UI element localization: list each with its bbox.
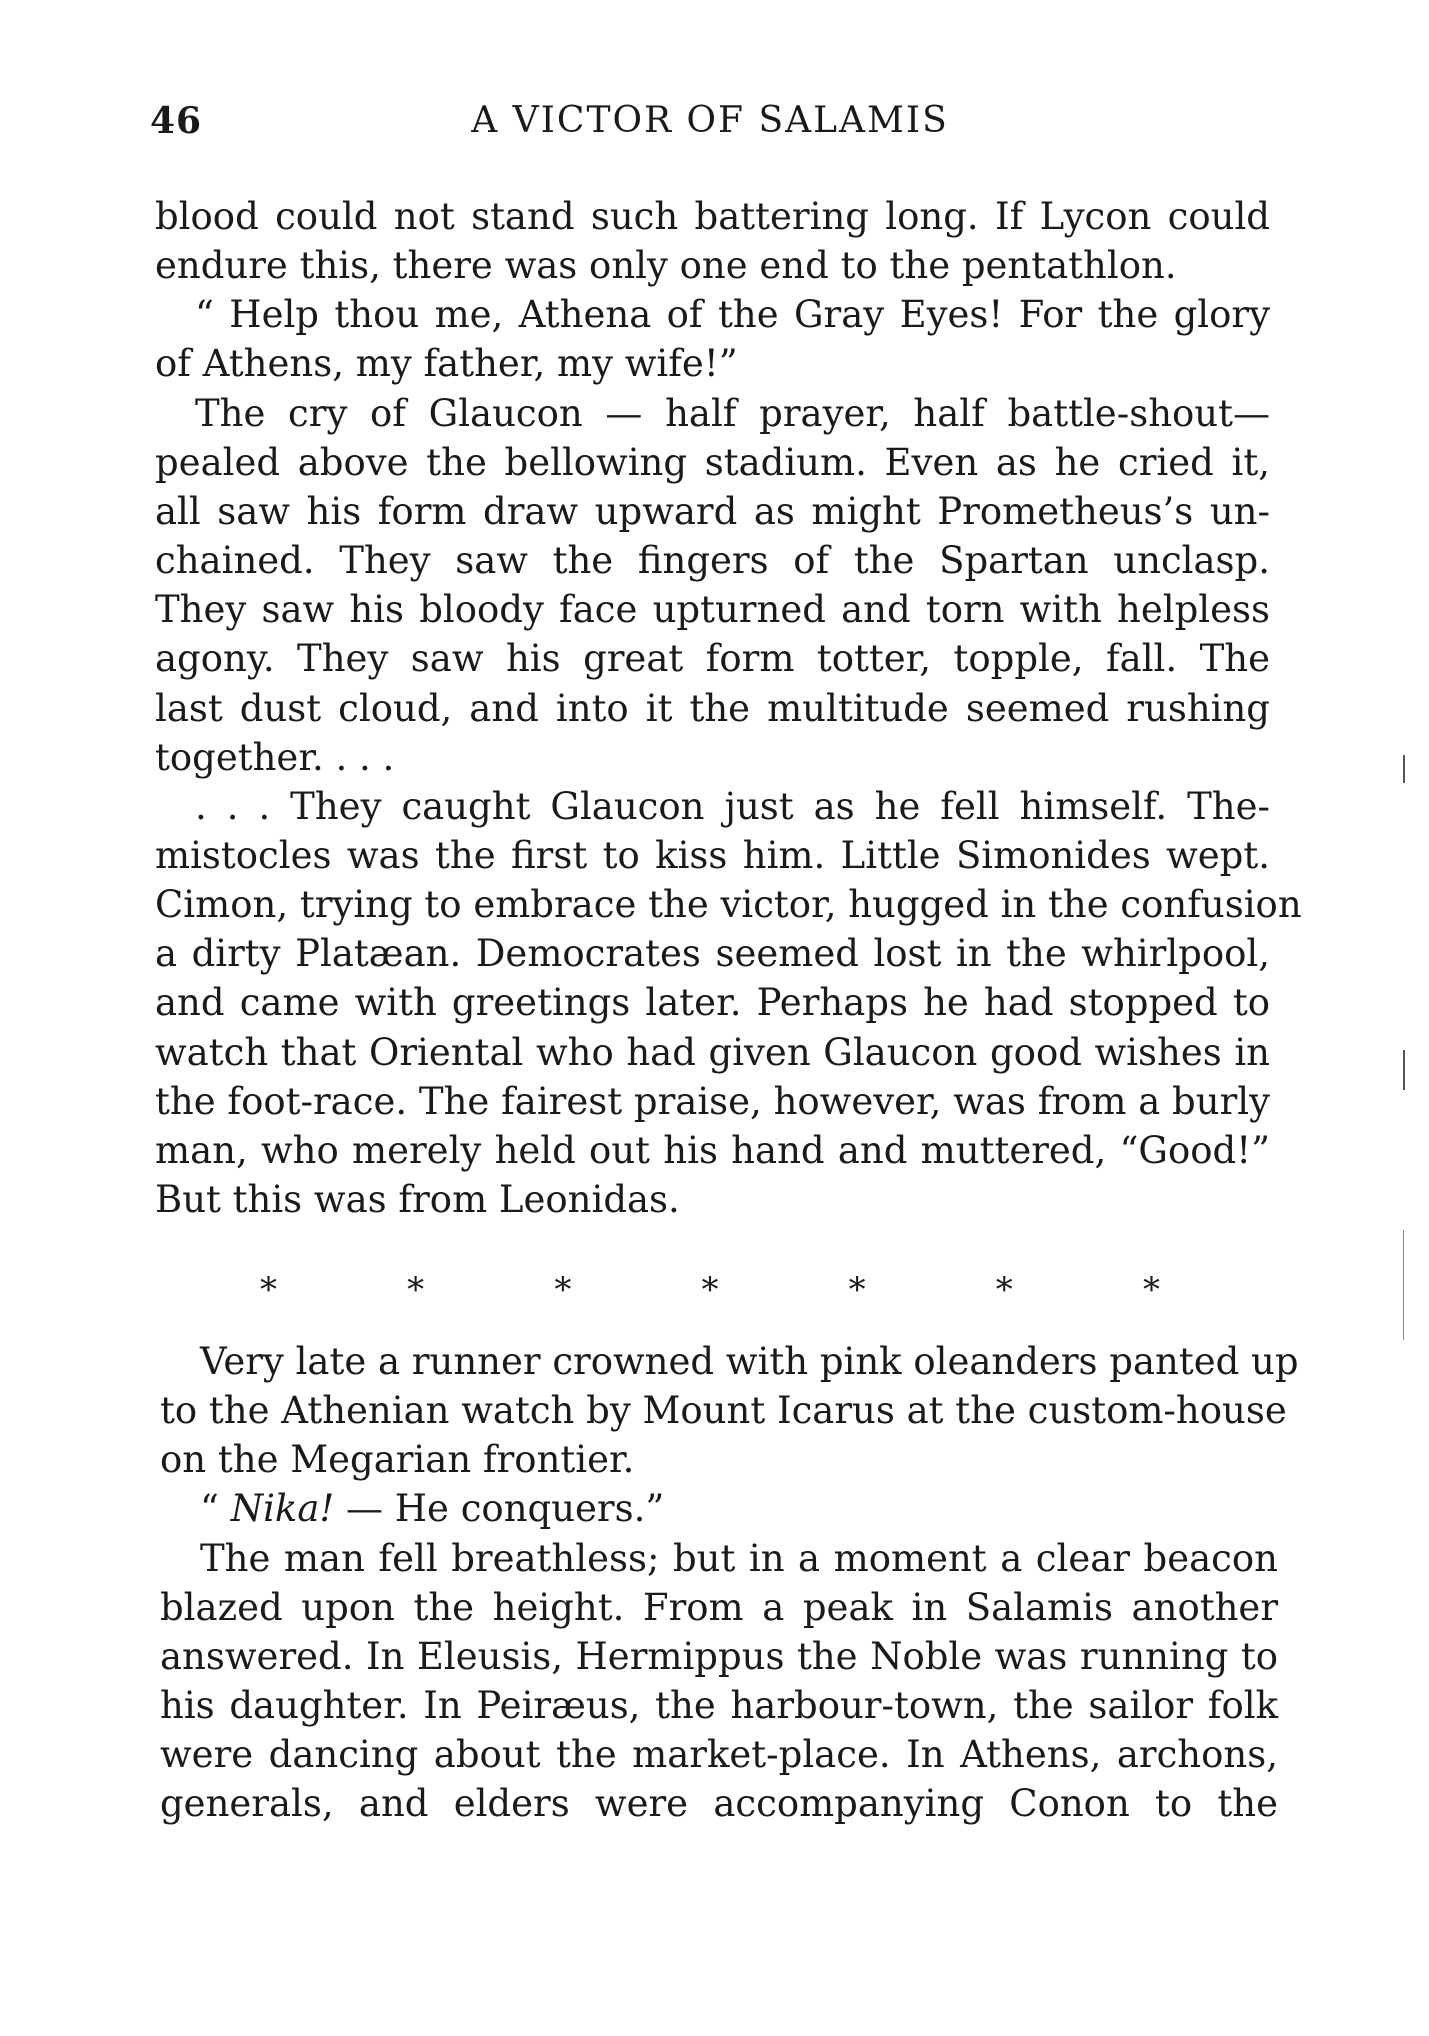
text-line: The cry of Glaucon — half prayer, half battle-shout— <box>195 392 1270 435</box>
text-line: man, who merely held out his hand and muttered, “Good!” <box>155 1129 1270 1172</box>
text-line: endure this, there was only one end to the pentathlon. <box>155 244 1177 287</box>
running-title: A VICTOR OF SALAMIS <box>471 100 949 141</box>
page-header <box>150 100 1270 150</box>
text-line: . . . They caught Glaucon just as he fell himself. The- <box>195 785 1270 828</box>
text-line: agony. They saw his great form totter, topple, fall. The <box>155 637 1270 680</box>
text-line: generals, and elders were accompanying Conon to the <box>160 1782 1278 1825</box>
asterisk: * <box>701 1270 719 1310</box>
text-line: his daughter. In Peiræus, the harbour-town, the sailor folk <box>160 1684 1278 1727</box>
text-line: were dancing about the market-place. In Athens, archons, <box>160 1733 1278 1776</box>
text-line: together. . . . <box>155 736 395 779</box>
page-number: 46 <box>150 100 203 142</box>
text-line: Very late a runner crowned with pink oleanders panted up <box>200 1340 1299 1383</box>
text-line: on the Megarian frontier. <box>160 1438 635 1481</box>
text-line: They saw his bloody face upturned and torn with helpless <box>155 588 1270 631</box>
text-line: pealed above the bellowing stadium. Even as he cried it, <box>155 441 1270 484</box>
text-line: the foot-race. The fairest praise, however, was from a burly <box>155 1080 1270 1123</box>
text-line: “ Help thou me, Athena of the Gray Eyes! For the glory <box>195 293 1270 336</box>
text-line: mistocles was the first to kiss him. Little Simonides wept. <box>155 834 1270 877</box>
text-line: chained. They saw the fingers of the Spartan unclasp. <box>155 539 1270 582</box>
scan-speck <box>1403 1230 1404 1340</box>
asterisk: * <box>848 1270 866 1310</box>
asterisk: * <box>554 1270 572 1310</box>
asterisk: * <box>1142 1270 1160 1310</box>
text-line: blood could not stand such battering long. If Lycon could <box>155 195 1270 238</box>
text-line: The man fell breathless; but in a moment a clear beacon <box>200 1537 1278 1580</box>
text-line: last dust cloud, and into it the multitude seemed rushing <box>155 687 1270 730</box>
text-line: But this was from Leonidas. <box>155 1178 680 1221</box>
nika-rest: — He conquers.” <box>334 1487 665 1530</box>
text-line: a dirty Platæan. Democrates seemed lost in the whirlpool, <box>155 932 1270 975</box>
asterisk: * <box>260 1270 277 1310</box>
scan-speck <box>1403 755 1405 783</box>
open-quote: “ <box>200 1487 231 1530</box>
section-break <box>260 1270 1160 1310</box>
asterisk: * <box>407 1270 425 1310</box>
text-line: to the Athenian watch by Mount Icarus at the custom-house <box>160 1389 1287 1432</box>
text-line: watch that Oriental who had given Glaucon good wishes in <box>155 1031 1270 1074</box>
text-line: and came with greetings later. Perhaps he had stopped to <box>155 981 1270 1024</box>
text-line: blazed upon the height. From a peak in Salamis another <box>160 1586 1278 1629</box>
text-line: answered. In Eleusis, Hermippus the Noble was running to <box>160 1635 1278 1678</box>
text-line: Cimon, trying to embrace the victor, hugged in the confusion <box>155 883 1302 926</box>
text-line-nika <box>200 1485 1278 1533</box>
scan-speck <box>1403 1050 1405 1090</box>
nika-word: Nika! <box>230 1487 335 1530</box>
text-line: all saw his form draw upward as might Prometheus’s un- <box>155 490 1270 533</box>
asterisk: * <box>995 1270 1013 1310</box>
text-line: of Athens, my father, my wife!” <box>155 342 738 385</box>
